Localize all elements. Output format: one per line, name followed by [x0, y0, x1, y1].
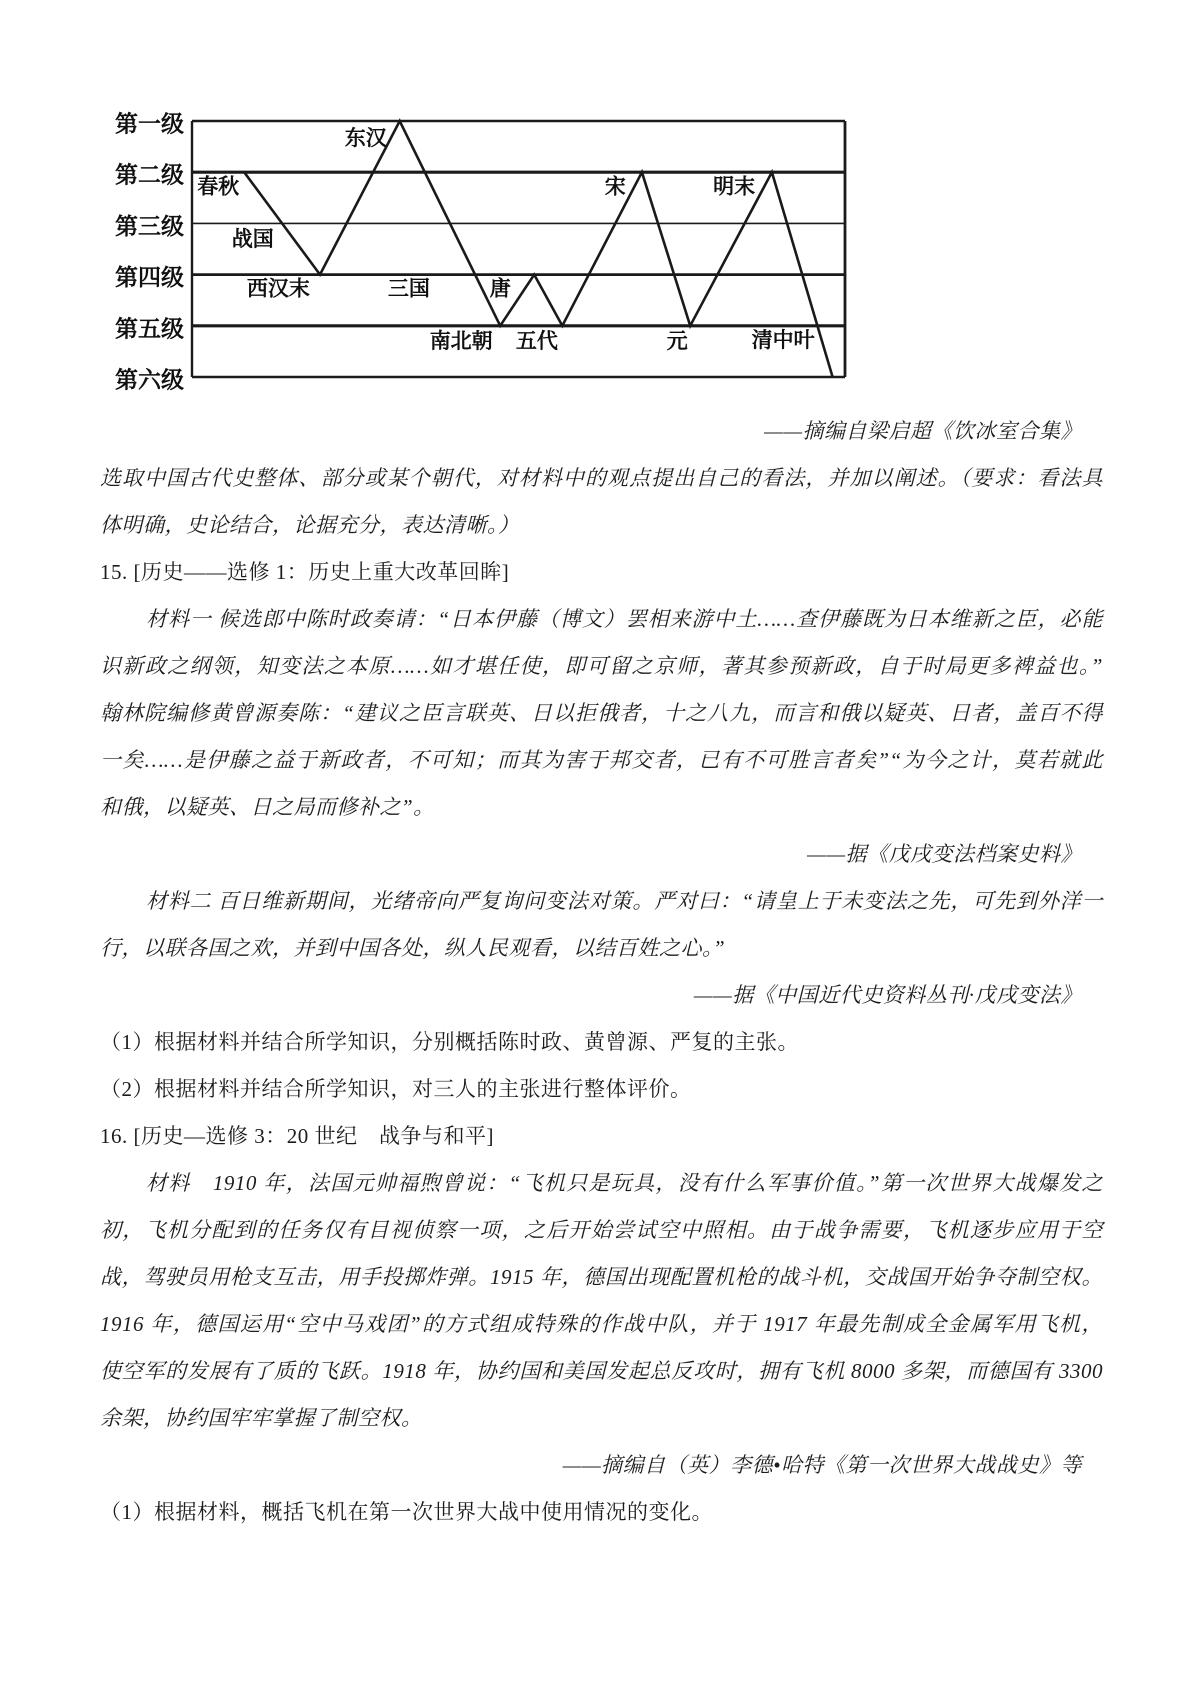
doc-line-8: 一矣……是伊藤之益于新政者，不可知；而其为害于邦交者，已有不可胜言者矣”“为今之计，莫若就此 [100, 748, 1103, 772]
dynasty-label: 明末 [713, 174, 756, 199]
axis-label-level-6: 第六级 [115, 367, 184, 393]
dynasty-level-chart [0, 0, 1200, 400]
dynasty-label: 五代 [515, 329, 558, 354]
doc-line-3: 体明确，史论结合，论据充分，表达清晰。） [100, 513, 520, 537]
doc-line-20: 1916 年，德国运用“空中马戏团”的方式组成特殊的作战中队，并于 1917 年最先制成全金属军用飞机， [100, 1312, 1103, 1336]
doc-line-9: 和俄，以疑英、日之局而修补之”。 [100, 795, 435, 819]
doc-line-4: 15. [历史——选修 1：历史上重大改革回眸] [100, 560, 510, 584]
doc-line-22: 余架，协约国牢牢掌握了制空权。 [100, 1406, 423, 1430]
doc-line-1: ——摘编自梁启超《饮冰室合集》 [764, 419, 1082, 443]
doc-line-2: 选取中国古代史整体、部分或某个朝代，对材料中的观点提出自己的看法，并加以阐述。（要求：看法具 [100, 466, 1103, 490]
dynasty-label: 唐 [489, 276, 511, 301]
doc-line-24: （1）根据材料，概括飞机在第一次世界大战中使用情况的变化。 [100, 1500, 713, 1524]
dynasty-label: 战国 [231, 226, 274, 251]
doc-line-16: 16. [历史—选修 3：20 世纪 战争与和平] [100, 1124, 494, 1148]
dynasty-label: 元 [666, 329, 688, 354]
axis-label-level-4: 第四级 [115, 265, 184, 291]
doc-line-11: 材料二 百日维新期间，光绪帝向严复询问变法对策。严对曰：“请皇上于未变法之先，可先到外洋一 [146, 889, 1103, 913]
axis-label-level-2: 第二级 [115, 162, 184, 188]
dynasty-label: 春秋 [197, 174, 240, 199]
doc-line-6: 识新政之纲领，知变法之本原……如才堪任使，即可留之京师，著其参预新政，自于时局更多裨益也。” [100, 654, 1103, 678]
doc-line-12: 行，以联各国之欢，并到中国各处，纵人民观看，以结百姓之心。” [100, 936, 726, 960]
doc-line-13: ——据《中国近代史资料丛刊·戊戌变法》 [693, 983, 1082, 1007]
axis-label-level-3: 第三级 [115, 213, 184, 239]
axis-label-level-1: 第一级 [115, 111, 184, 137]
doc-line-17: 材料 1910 年，法国元帅福煦曾说：“飞机只是玩具，没有什么军事价值。”第一次世界大战爆发之 [146, 1171, 1103, 1195]
dynasty-label: 宋 [604, 174, 626, 199]
doc-line-15: （2）根据材料并结合所学知识，对三人的主张进行整体评价。 [100, 1077, 692, 1101]
axis-label-level-5: 第五级 [115, 316, 184, 342]
dynasty-label: 清中叶 [751, 328, 815, 353]
chart-axis-labels [115, 111, 184, 393]
doc-line-23: ——摘编自（英）李德•哈特《第一次世界大战战史》等 [562, 1453, 1082, 1477]
dynasty-label: 南北朝 [429, 329, 493, 354]
doc-line-19: 战，驾驶员用枪支互击，用手投掷炸弹。1915 年，德国出现配置机枪的战斗机，交战国开始争夺制空权。 [100, 1265, 1103, 1289]
doc-line-21: 使空军的发展有了质的飞跃。1918 年，协约国和美国发起总反攻时，拥有飞机 8000 多架，而德国有 3300 [100, 1359, 1103, 1383]
doc-line-18: 初，飞机分配到的任务仅有目视侦察一项，之后开始尝试空中照相。由于战争需要，飞机逐步应用于空 [100, 1218, 1103, 1242]
doc-line-7: 翰林院编修黄曾源奏陈：“建议之臣言联英、日以拒俄者，十之八九，而言和俄以疑英、日者，盖百不得 [100, 701, 1103, 725]
dynasty-label: 西汉末 [246, 276, 310, 301]
doc-line-5: 材料一 候选郎中陈时政奏请：“日本伊藤（博文）罢相来游中土……查伊藤既为日本维新之臣，必能 [146, 607, 1103, 631]
doc-line-10: ——据《戊戌变法档案史料》 [807, 842, 1082, 866]
dynasty-label: 三国 [387, 276, 430, 301]
document-body [100, 408, 1103, 1536]
doc-line-14: （1）根据材料并结合所学知识，分别概括陈时政、黄曾源、严复的主张。 [100, 1030, 799, 1054]
dynasty-label: 东汉 [344, 125, 387, 150]
